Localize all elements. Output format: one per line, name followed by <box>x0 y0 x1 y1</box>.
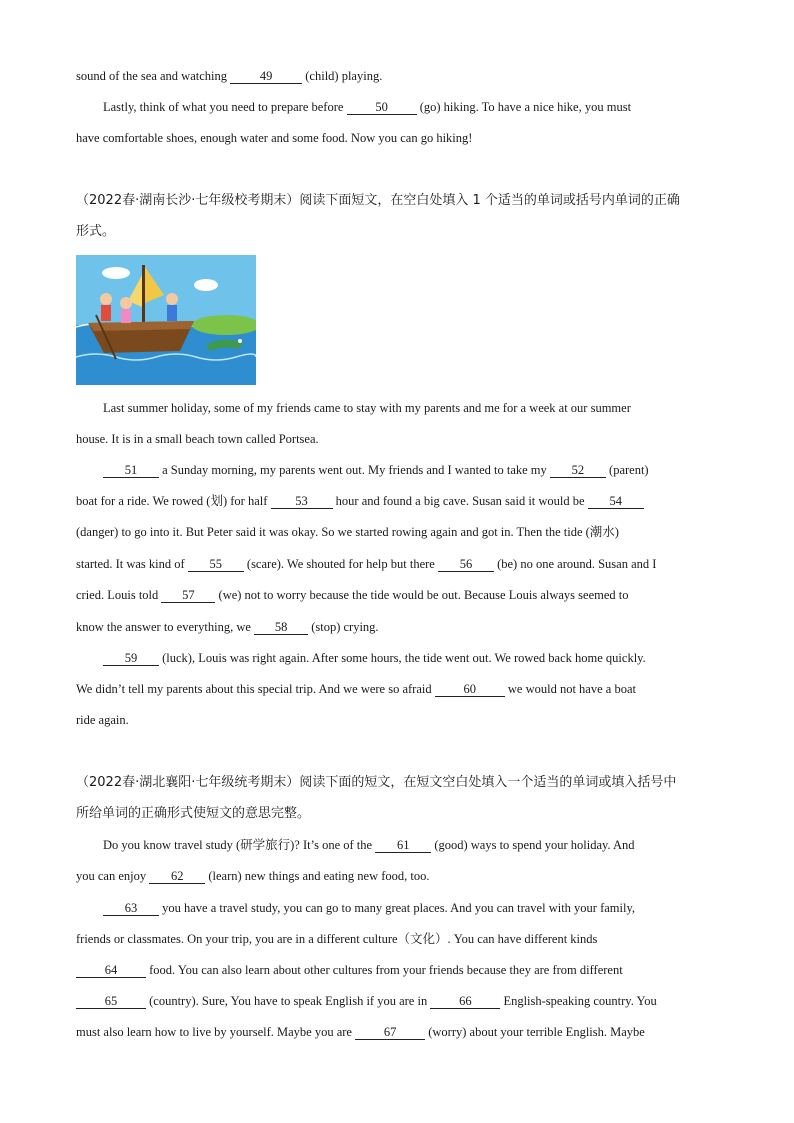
text: (we) not to worry because the tide would be out. Because Louis always seemed to <box>215 588 629 602</box>
text: (good) ways to spend your holiday. And <box>431 838 635 852</box>
text: (go) hiking. To have a nice hike, you must <box>416 100 632 114</box>
blank-62: 62 <box>149 870 205 884</box>
blank-58: 58 <box>254 621 308 635</box>
text-line <box>76 587 726 603</box>
text: you have a travel study, you can go to many great places. And you can travel with your family, <box>159 901 636 915</box>
blank-67: 67 <box>355 1026 425 1040</box>
text: (child) playing. <box>302 69 383 83</box>
text-line <box>76 962 726 978</box>
blank-50: 50 <box>347 101 417 115</box>
text: hour and found a big cave. Susan said it would be <box>332 494 588 508</box>
text: food. You can also learn about other cultures from your friends because they are from different <box>146 963 623 977</box>
text: you can enjoy <box>76 869 150 883</box>
text: boat for a ride. We rowed (划) for half <box>76 494 271 508</box>
text-line <box>76 68 726 84</box>
text-line <box>103 462 753 478</box>
text-line: Last summer holiday, some of my friends came to stay with my parents and me for a week at our summer <box>103 401 631 415</box>
text-line <box>103 900 753 916</box>
blank-51: 51 <box>103 464 159 478</box>
text: English-speaking country. You <box>500 994 657 1008</box>
text: (scare). We shouted for help but there <box>243 557 438 571</box>
text: know the answer to everything, we <box>76 620 255 634</box>
text-line <box>103 837 753 853</box>
section-heading: （2022春·湖南长沙·七年级校考期末）阅读下面短文，在空白处填入 1 个适当的单词或括号内单词的正确 <box>76 193 680 208</box>
text-line <box>76 868 726 884</box>
section-heading: （2022春·湖北襄阳·七年级统考期末）阅读下面的短文，在短文空白处填入一个适当的单词或填入括号中 <box>76 775 677 790</box>
text-line: friends or classmates. On your trip, you are in a different culture（文化）. You can have different kinds <box>76 932 598 946</box>
text: (stop) crying. <box>308 620 379 634</box>
section-heading: 所给单词的正确形式使短文的意思完整。 <box>76 806 311 821</box>
blank-54: 54 <box>588 495 644 509</box>
text-line: (danger) to go into it. But Peter said it was okay. So we started rowing again and got in. Then the tide (潮水) <box>76 525 619 539</box>
blank-64: 64 <box>76 964 146 978</box>
text: we would not have a boat <box>504 682 636 696</box>
text-line <box>76 493 726 509</box>
blank-66: 66 <box>430 995 500 1009</box>
text: a Sunday morning, my parents went out. My friends and I wanted to take my <box>159 463 550 477</box>
text: Lastly, think of what you need to prepare before <box>103 100 347 114</box>
text-line <box>76 619 726 635</box>
blank-49: 49 <box>230 70 302 84</box>
text: (worry) about your terrible English. Maybe <box>425 1025 645 1039</box>
blank-53: 53 <box>271 495 333 509</box>
text-line <box>103 650 753 666</box>
boat-picture <box>76 255 256 385</box>
blank-57: 57 <box>161 589 215 603</box>
blank-56: 56 <box>438 558 494 572</box>
text-line <box>103 99 753 115</box>
text-line: house. It is in a small beach town called Portsea. <box>76 432 319 446</box>
text: (parent) <box>605 463 649 477</box>
text-line: ride again. <box>76 713 129 727</box>
text: cried. Louis told <box>76 588 162 602</box>
text: We didn’t tell my parents about this special trip. And we were so afraid <box>76 682 435 696</box>
blank-55: 55 <box>188 558 244 572</box>
text: (country). Sure, You have to speak English if you are in <box>146 994 431 1008</box>
text: sound of the sea and watching <box>76 69 231 83</box>
text-line <box>76 993 726 1009</box>
text: must also learn how to live by yourself. Maybe you are <box>76 1025 356 1039</box>
text-line <box>76 681 726 697</box>
blank-65: 65 <box>76 995 146 1009</box>
text: (learn) new things and eating new food, too. <box>205 869 430 883</box>
blank-52: 52 <box>550 464 606 478</box>
text: Do you know travel study (研学旅行)? It’s one of the <box>103 838 376 852</box>
blank-60: 60 <box>435 683 505 697</box>
text-line <box>76 1024 726 1040</box>
blank-59: 59 <box>103 652 159 666</box>
blank-63: 63 <box>103 902 159 916</box>
text: (be) no one around. Susan and I <box>493 557 657 571</box>
text: started. It was kind of <box>76 557 188 571</box>
text: (luck), Louis was right again. After some hours, the tide went out. We rowed back home quickly. <box>159 651 646 665</box>
text-line: have comfortable shoes, enough water and some food. Now you can go hiking! <box>76 131 473 145</box>
section-heading: 形式。 <box>76 224 116 239</box>
blank-61: 61 <box>375 839 431 853</box>
text-line <box>76 556 726 572</box>
